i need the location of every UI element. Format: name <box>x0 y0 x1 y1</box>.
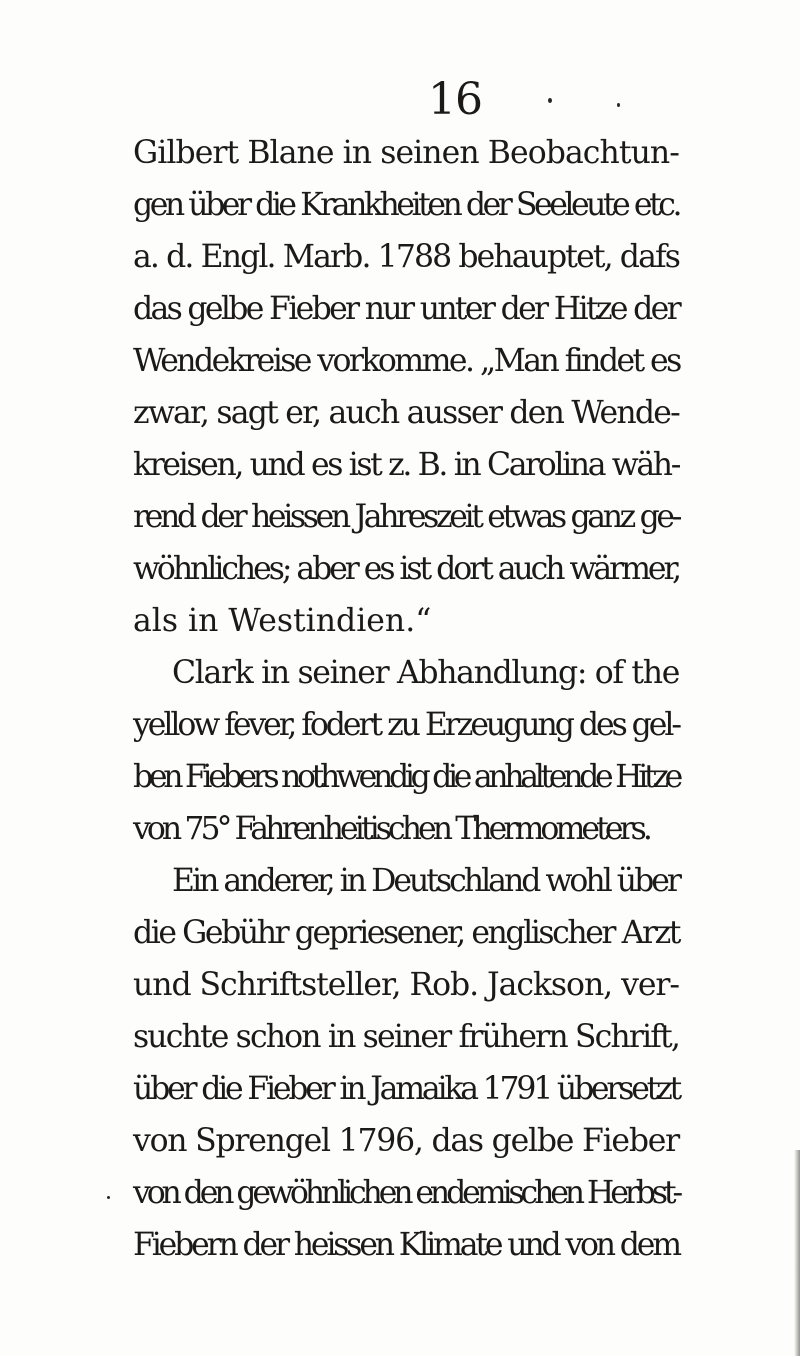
text-line: a. d. Engl. Marb. 1788 behauptet, dafs <box>133 239 679 275</box>
text-line: rend der heissen Jahreszeit etwas ganz ge- <box>133 499 679 535</box>
page-number: 16 <box>428 74 482 125</box>
text-line: suchte schon in seiner frühern Schrift, <box>133 1019 679 1055</box>
text-line: und Schriftsteller, Rob. Jackson, ver- <box>133 967 679 1003</box>
text-line: gen über die Krankheiten der Seeleute etc. <box>133 187 679 223</box>
text-line: wöhnliches; aber es ist dort auch wärmer, <box>133 551 679 587</box>
text-line: zwar, sagt er, auch ausser den Wende- <box>133 395 679 431</box>
text-line: Clark in seiner Abhandlung: of the <box>172 655 679 691</box>
text-line: als in Westindien.“ <box>133 603 432 639</box>
ink-speck <box>548 98 552 103</box>
text-line: die Gebühr gepriesener, englischer Arzt <box>133 915 679 951</box>
text-line: von 75° Fahrenheitischen Thermometers. <box>133 811 649 847</box>
ink-speck <box>107 1196 110 1199</box>
text-line: Ein anderer, in Deutschland wohl über <box>172 863 679 899</box>
text-line: über die Fieber in Jamaika 1791 übersetzt <box>133 1071 679 1107</box>
text-line: kreisen, und es ist z. B. in Carolina wäh- <box>133 447 679 483</box>
text-line: von Sprengel 1796, das gelbe Fieber <box>133 1123 679 1159</box>
text-line: ben Fiebers nothwendig die anhaltende Hitze <box>133 759 679 795</box>
text-line: Wendekreise vorkomme. „Man findet es <box>133 343 680 379</box>
text-line: Fiebern der heissen Klimate und von dem <box>133 1227 679 1263</box>
text-line: das gelbe Fieber nur unter der Hitze der <box>133 291 679 327</box>
text-line: Gilbert Blane in seinen Beobachtun- <box>133 135 679 171</box>
text-line: yellow fever, fodert zu Erzeugung des gel- <box>133 707 679 743</box>
page-edge-shadow <box>794 1150 800 1356</box>
ink-speck <box>617 103 620 107</box>
text-line: von den gewöhnlichen endemischen Herbst- <box>133 1175 679 1211</box>
